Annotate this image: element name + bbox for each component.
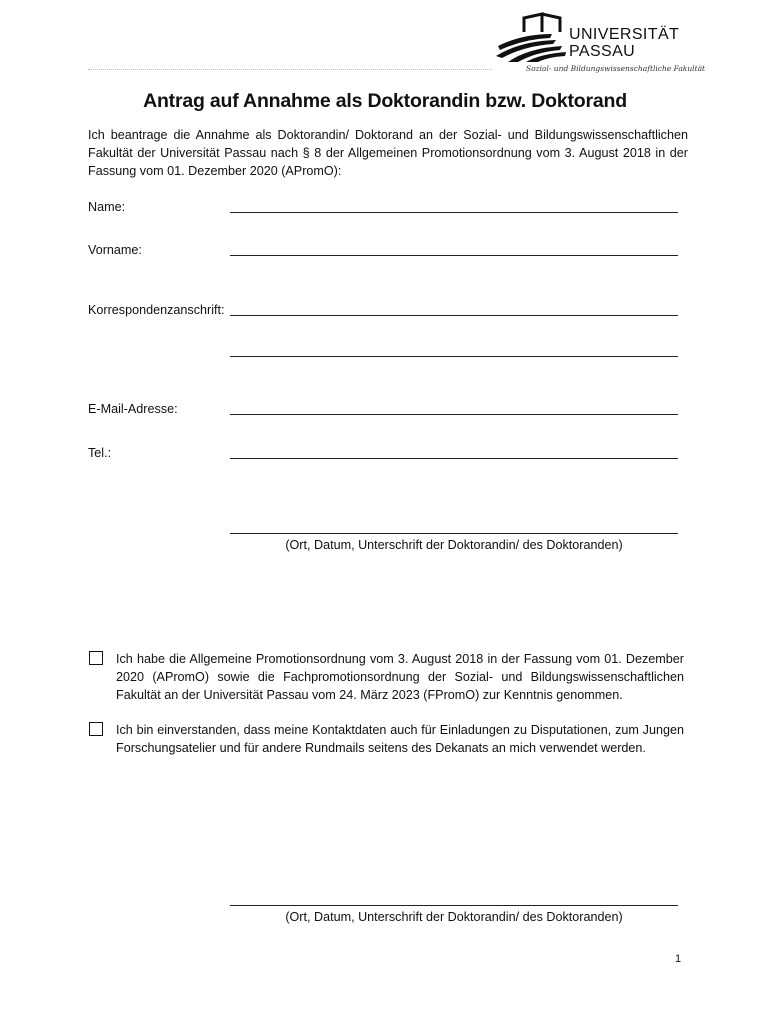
page-title: Antrag auf Annahme als Doktorandin bzw. Doktorand <box>143 90 627 112</box>
university-name-line2: PASSAU <box>569 43 636 60</box>
signature-caption-1: (Ort, Datum, Unterschrift der Doktorandin/ des Doktoranden) <box>285 538 623 552</box>
faculty-name: Sozial- und Bildungswissenschaftliche Fakultät <box>526 64 706 73</box>
header-rule <box>88 69 492 70</box>
signature-line-1[interactable] <box>230 533 678 534</box>
university-name <box>569 26 679 60</box>
korrespondenz-field-line2[interactable] <box>230 356 678 357</box>
signature-caption-2: (Ort, Datum, Unterschrift der Doktorandin/ des Doktoranden) <box>285 910 623 924</box>
vorname-field[interactable] <box>230 255 678 256</box>
email-field[interactable] <box>230 414 678 415</box>
name-field[interactable] <box>230 212 678 213</box>
email-label: E-Mail-Adresse: <box>88 402 178 416</box>
korrespondenz-label: Korrespondenzanschrift: <box>88 303 225 317</box>
university-name-line1: UNIVERSITÄT <box>569 26 680 43</box>
name-label: Name: <box>88 200 126 214</box>
checkbox-promotionsordnung[interactable] <box>89 651 103 665</box>
page-number: 1 <box>675 953 682 965</box>
checkbox-promotionsordnung-text: Ich habe die Allgemeine Promotionsordnung vom 3. August 2018 in der Fassung vom 01. Dezember 2020 (APromO) sowie die Fachpromotionsordnung der Sozial- und Bildungswissenschaftlichen Fakultät an der Universität Passau vom 24. März 2023 (FPromO) zur Kenntnis genommen. <box>116 652 684 702</box>
vorname-label: Vorname: <box>88 243 142 257</box>
korrespondenz-field[interactable] <box>230 315 678 316</box>
tel-label: Tel.: <box>88 446 112 460</box>
checkbox-kontaktdaten-text: Ich bin einverstanden, dass meine Kontaktdaten auch für Einladungen zu Disputationen, zum Jungen Forschungsatelier und für andere Rundmails seitens des Dekanats an mich verwendet werden. <box>116 723 684 755</box>
checkbox-kontaktdaten[interactable] <box>89 722 103 736</box>
signature-line-2[interactable] <box>230 905 678 906</box>
tel-field[interactable] <box>230 458 678 459</box>
intro-paragraph: Ich beantrage die Annahme als Doktorandin/ Doktorand an der Sozial- und Bildungswissenschaftlichen Fakultät der Universität Passau nach § 8 der Allgemeinen Promotionsordnung vom 3. August 2018 in der Fassung vom 01. Dezember 2020 (APromO): <box>88 128 688 178</box>
passau-logo-icon <box>492 12 572 64</box>
university-logo <box>492 12 706 76</box>
